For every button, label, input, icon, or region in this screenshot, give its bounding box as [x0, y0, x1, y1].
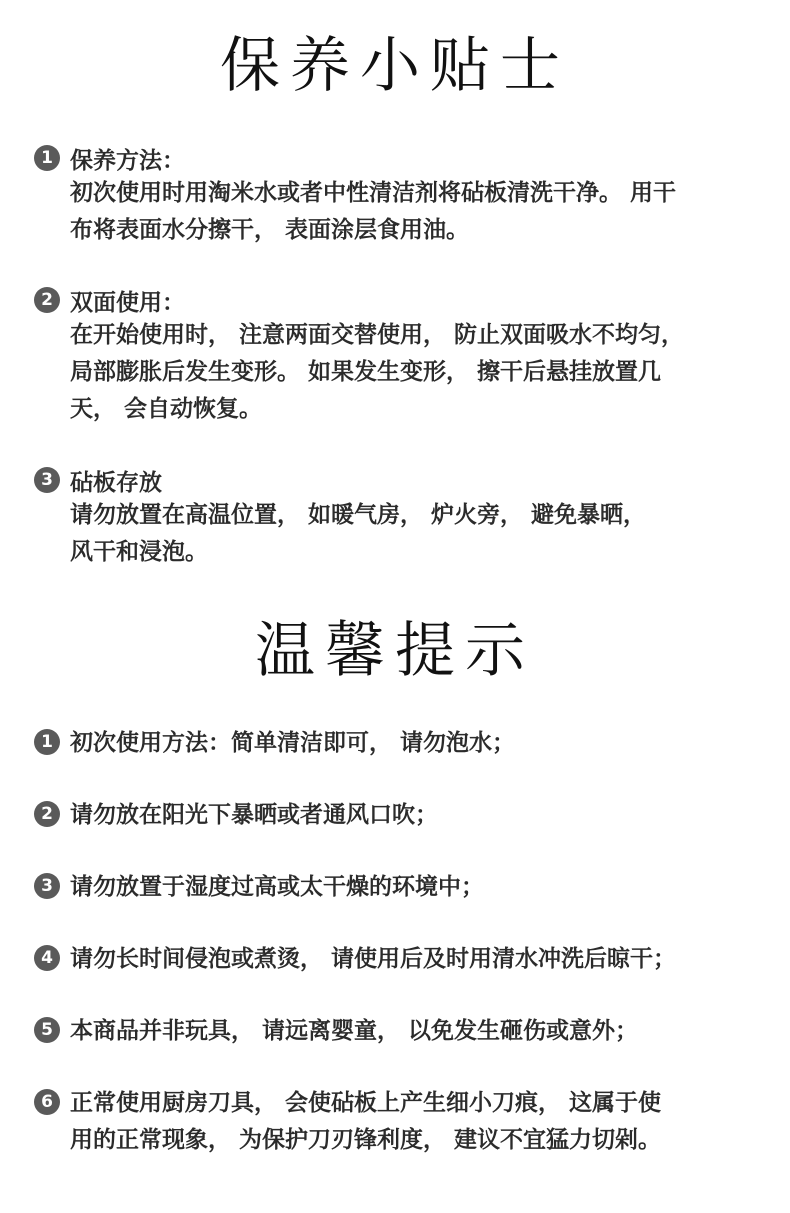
tip-line: 正常使用厨房刀具， 会使砧板上产生细小刀痕， 这属于使	[70, 1090, 662, 1116]
number-badge-icon: 2	[34, 801, 60, 827]
care-item-title: 砧板存放	[70, 469, 162, 496]
care-item-title: 保养方法：	[70, 147, 185, 174]
body-line: 天， 会自动恢复。	[70, 396, 263, 422]
number-badge-icon: 1	[34, 145, 60, 171]
tip-text	[70, 725, 760, 762]
tip-item	[34, 797, 764, 834]
warm-tips-title: 温馨提示	[255, 616, 535, 686]
care-item-double-sided	[34, 283, 764, 428]
number-badge-icon: 3	[34, 467, 60, 493]
care-item-title: 双面使用：	[70, 289, 185, 316]
tip-item	[34, 1013, 764, 1050]
tip-line: 请勿长时间侵泡或煮烫， 请使用后及时用清水冲洗后晾干；	[70, 946, 677, 972]
number-badge-icon: 2	[34, 287, 60, 313]
tip-item	[34, 869, 764, 906]
number-badge-icon: 3	[34, 873, 60, 899]
number-badge-icon: 4	[34, 945, 60, 971]
tip-item	[34, 725, 764, 762]
number-badge-icon: 6	[34, 1089, 60, 1115]
care-item-head	[34, 283, 764, 317]
care-item-body	[70, 317, 760, 428]
body-line: 请勿放置在高温位置， 如暖气房， 炉火旁， 避免暴晒，	[70, 502, 647, 528]
number-badge-icon: 1	[34, 729, 60, 755]
care-item-storage	[34, 463, 764, 571]
tip-line: 本商品并非玩具， 请远离婴童， 以免发生砸伤或意外；	[70, 1018, 639, 1044]
tip-text	[70, 797, 760, 834]
tip-line: 请勿放在阳光下暴晒或者通风口吹；	[70, 802, 438, 828]
body-line: 在开始使用时， 注意两面交替使用， 防止双面吸水不均匀，	[70, 322, 685, 348]
care-item-body	[70, 175, 760, 249]
body-line: 初次使用时用淘米水或者中性清洁剂将砧板清洗干净。 用干	[70, 180, 677, 206]
tip-line: 初次使用方法：简单清洁即可， 请勿泡水；	[70, 730, 516, 756]
care-item-head	[34, 141, 764, 175]
tip-item	[34, 1085, 764, 1159]
tip-line: 用的正常现象， 为保护刀刃锋利度， 建议不宜猛力切剁。	[70, 1127, 662, 1153]
tip-text	[70, 869, 760, 906]
tip-item	[34, 941, 764, 978]
tip-text	[70, 941, 760, 978]
care-item-cleaning	[34, 141, 764, 249]
tip-line: 请勿放置于湿度过高或太干燥的环境中；	[70, 874, 484, 900]
tip-text	[70, 1085, 760, 1159]
care-item-body	[70, 497, 760, 571]
number-badge-icon: 5	[34, 1017, 60, 1043]
care-item-head	[34, 463, 764, 497]
body-line: 布将表面水分擦干， 表面涂层食用油。	[70, 217, 470, 243]
care-tips-title: 保养小贴士	[220, 31, 570, 101]
tip-text	[70, 1013, 760, 1050]
body-line: 风干和浸泡。	[70, 539, 208, 565]
body-line: 局部膨胀后发生变形。 如果发生变形， 擦干后悬挂放置几	[70, 359, 662, 385]
